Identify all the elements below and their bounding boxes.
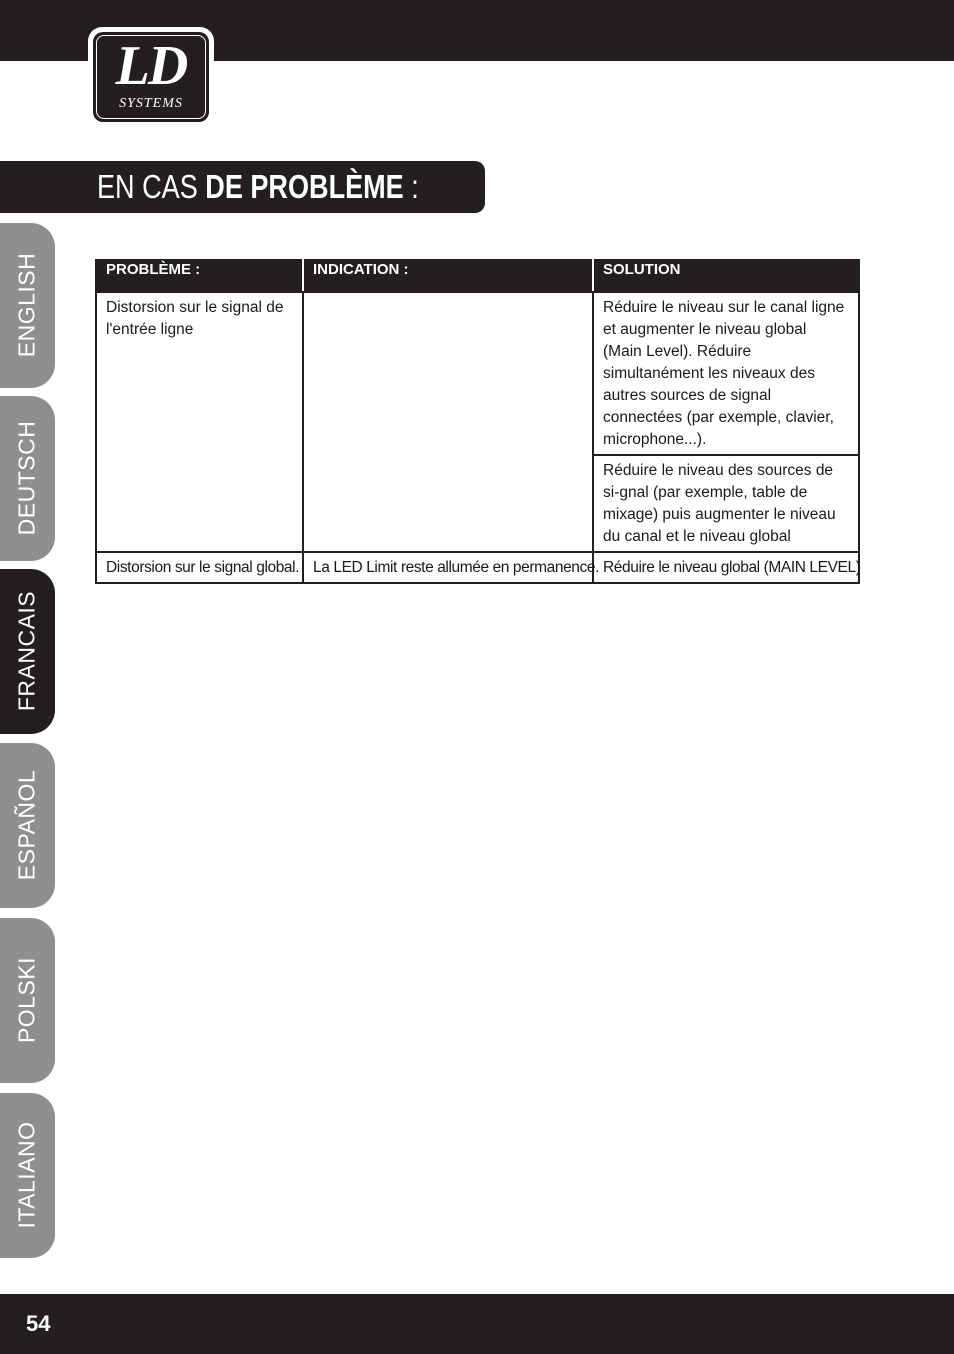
logo-badge xyxy=(93,32,209,122)
problem-cell: Distorsion sur le signal global. xyxy=(96,552,303,583)
solution-cell: Réduire le niveau des sources de si-gnal (par exemple, table de mixage) puis augmenter le niveau du canal et le niveau global xyxy=(593,455,859,552)
language-tab-deutsch[interactable] xyxy=(0,396,55,561)
logo-subtext: SYSTEMS xyxy=(119,96,183,111)
tab-label: DEUTSCH xyxy=(13,420,40,536)
section-title xyxy=(97,161,419,213)
bottom-bar xyxy=(0,1294,954,1354)
language-tab-francais[interactable] xyxy=(0,569,55,734)
ld-systems-logo xyxy=(88,27,214,127)
solution-cell: Réduire le niveau sur le canal ligne et augmenter le niveau global (Main Level). Réduire simultanément les niveaux des autres sources de signal connectées (par exemple, clavier, microphone...). xyxy=(593,292,859,455)
indication-cell xyxy=(303,292,593,552)
language-tab-espanol[interactable] xyxy=(0,743,55,908)
tab-label: POLSKI xyxy=(13,956,40,1044)
title-light: EN CAS xyxy=(97,168,206,205)
header-solution: SOLUTION xyxy=(593,260,859,292)
problem-cell: Distorsion sur le signal de l'entrée ligne xyxy=(96,292,303,552)
table-row xyxy=(96,552,859,583)
table-header-row xyxy=(96,260,859,292)
tab-label: ITALIANO xyxy=(13,1121,40,1229)
tab-label: ENGLISH xyxy=(13,252,40,358)
page-number: 54 xyxy=(26,1311,51,1336)
header-indication: INDICATION : xyxy=(303,260,593,292)
troubleshooting-table xyxy=(95,259,860,584)
indication-cell: La LED Limit reste allumée en permanence. xyxy=(303,552,593,583)
logo-mark: LD xyxy=(115,35,187,97)
language-tab-polski[interactable] xyxy=(0,918,55,1083)
solution-cell: Réduire le niveau global (MAIN LEVEL) xyxy=(593,552,859,583)
tab-label: ESPAÑOL xyxy=(13,769,40,881)
header-problem: PROBLÈME : xyxy=(96,260,303,292)
title-bold: DE PROBLÈME xyxy=(205,168,404,205)
section-title-bar xyxy=(0,161,485,213)
tab-label: FRANCAIS xyxy=(13,590,40,712)
language-tab-english[interactable] xyxy=(0,223,55,388)
language-tab-italiano[interactable] xyxy=(0,1093,55,1258)
title-suffix: : xyxy=(403,168,419,205)
table-row xyxy=(96,292,859,455)
